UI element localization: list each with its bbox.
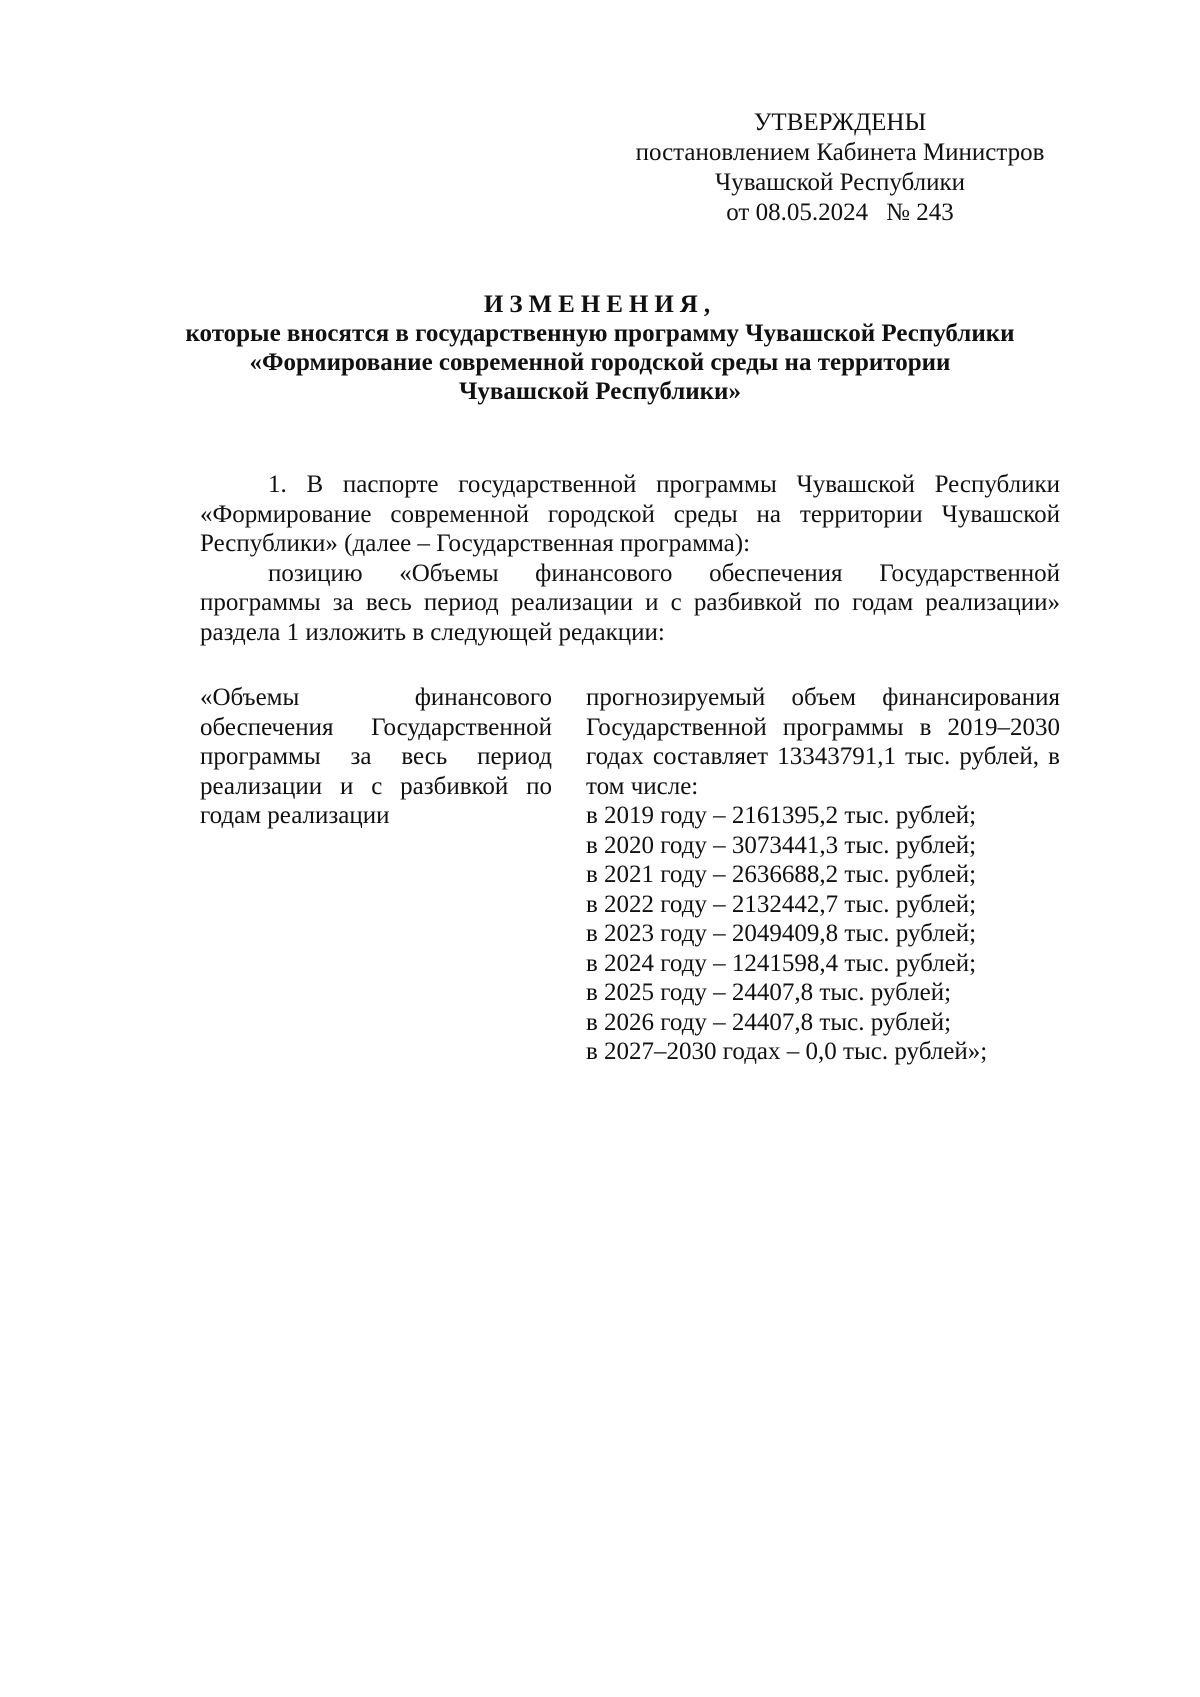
passport-position-value bbox=[586, 683, 1060, 1067]
approval-authority: постановлением Кабинета Министров bbox=[635, 139, 1045, 166]
passport-position-name: «Объемы финансового обеспечения Государственной программы за весь период реализации и с разбивкой по годам реализации bbox=[200, 684, 552, 829]
funding-year-2026: в 2026 году – 24407,8 тыс. рублей; bbox=[586, 1008, 952, 1036]
title-heading: ИЗМЕНЕНИЯ, bbox=[483, 291, 717, 318]
title-line-1: которые вносятся в государственную программу Чувашской Республики bbox=[185, 320, 1015, 347]
approval-number: № 243 bbox=[886, 199, 954, 226]
funding-year-2019: в 2019 году – 2161395,2 тыс. рублей; bbox=[586, 802, 977, 829]
approval-stamp bbox=[620, 108, 1060, 228]
funding-year-2025: в 2025 году – 24407,8 тыс. рублей; bbox=[586, 979, 952, 1006]
document-title bbox=[150, 290, 1050, 406]
paragraph-1: 1. В паспорте государственной программы Чувашской Республики «Формирование современной городской среды на территории Чувашской Республики» (далее – Государственная программа): bbox=[200, 471, 1060, 557]
funding-year-2020: в 2020 году – 3073441,3 тыс. рублей; bbox=[586, 831, 977, 859]
approval-region: Чувашской Республики bbox=[714, 169, 966, 196]
title-line-2: «Формирование современной городской среды на территории bbox=[249, 349, 951, 376]
paragraph-2: позицию «Объемы финансового обеспечения Государственной программы за весь период реализации и с разбивкой по годам реализации» раздела 1 изложить в следующей редакции: bbox=[200, 559, 1060, 646]
approval-date-number bbox=[620, 198, 1060, 228]
funding-year-2021: в 2021 году – 2636688,2 тыс. рублей; bbox=[586, 861, 977, 888]
funding-year-2024: в 2024 году – 1241598,4 тыс. рублей; bbox=[586, 949, 977, 977]
document-body bbox=[200, 470, 1060, 647]
funding-years-2027-2030: в 2027–2030 годах – 0,0 тыс. рублей»; bbox=[586, 1038, 988, 1065]
funding-year-2023: в 2023 году – 2049409,8 тыс. рублей; bbox=[586, 920, 977, 947]
funding-total: прогнозируемый объем финансирования Государственной программы в 2019–2030 годах составляет 13343791,1 тыс. рублей, в том числе: bbox=[586, 684, 1060, 800]
funding-year-2022: в 2022 году – 2132442,7 тыс. рублей; bbox=[586, 890, 977, 918]
approval-date: от 08.05.2024 bbox=[726, 199, 869, 226]
approval-title: УТВЕРЖДЕНЫ bbox=[753, 109, 927, 136]
title-line-3: Чувашской Республики» bbox=[459, 378, 741, 405]
